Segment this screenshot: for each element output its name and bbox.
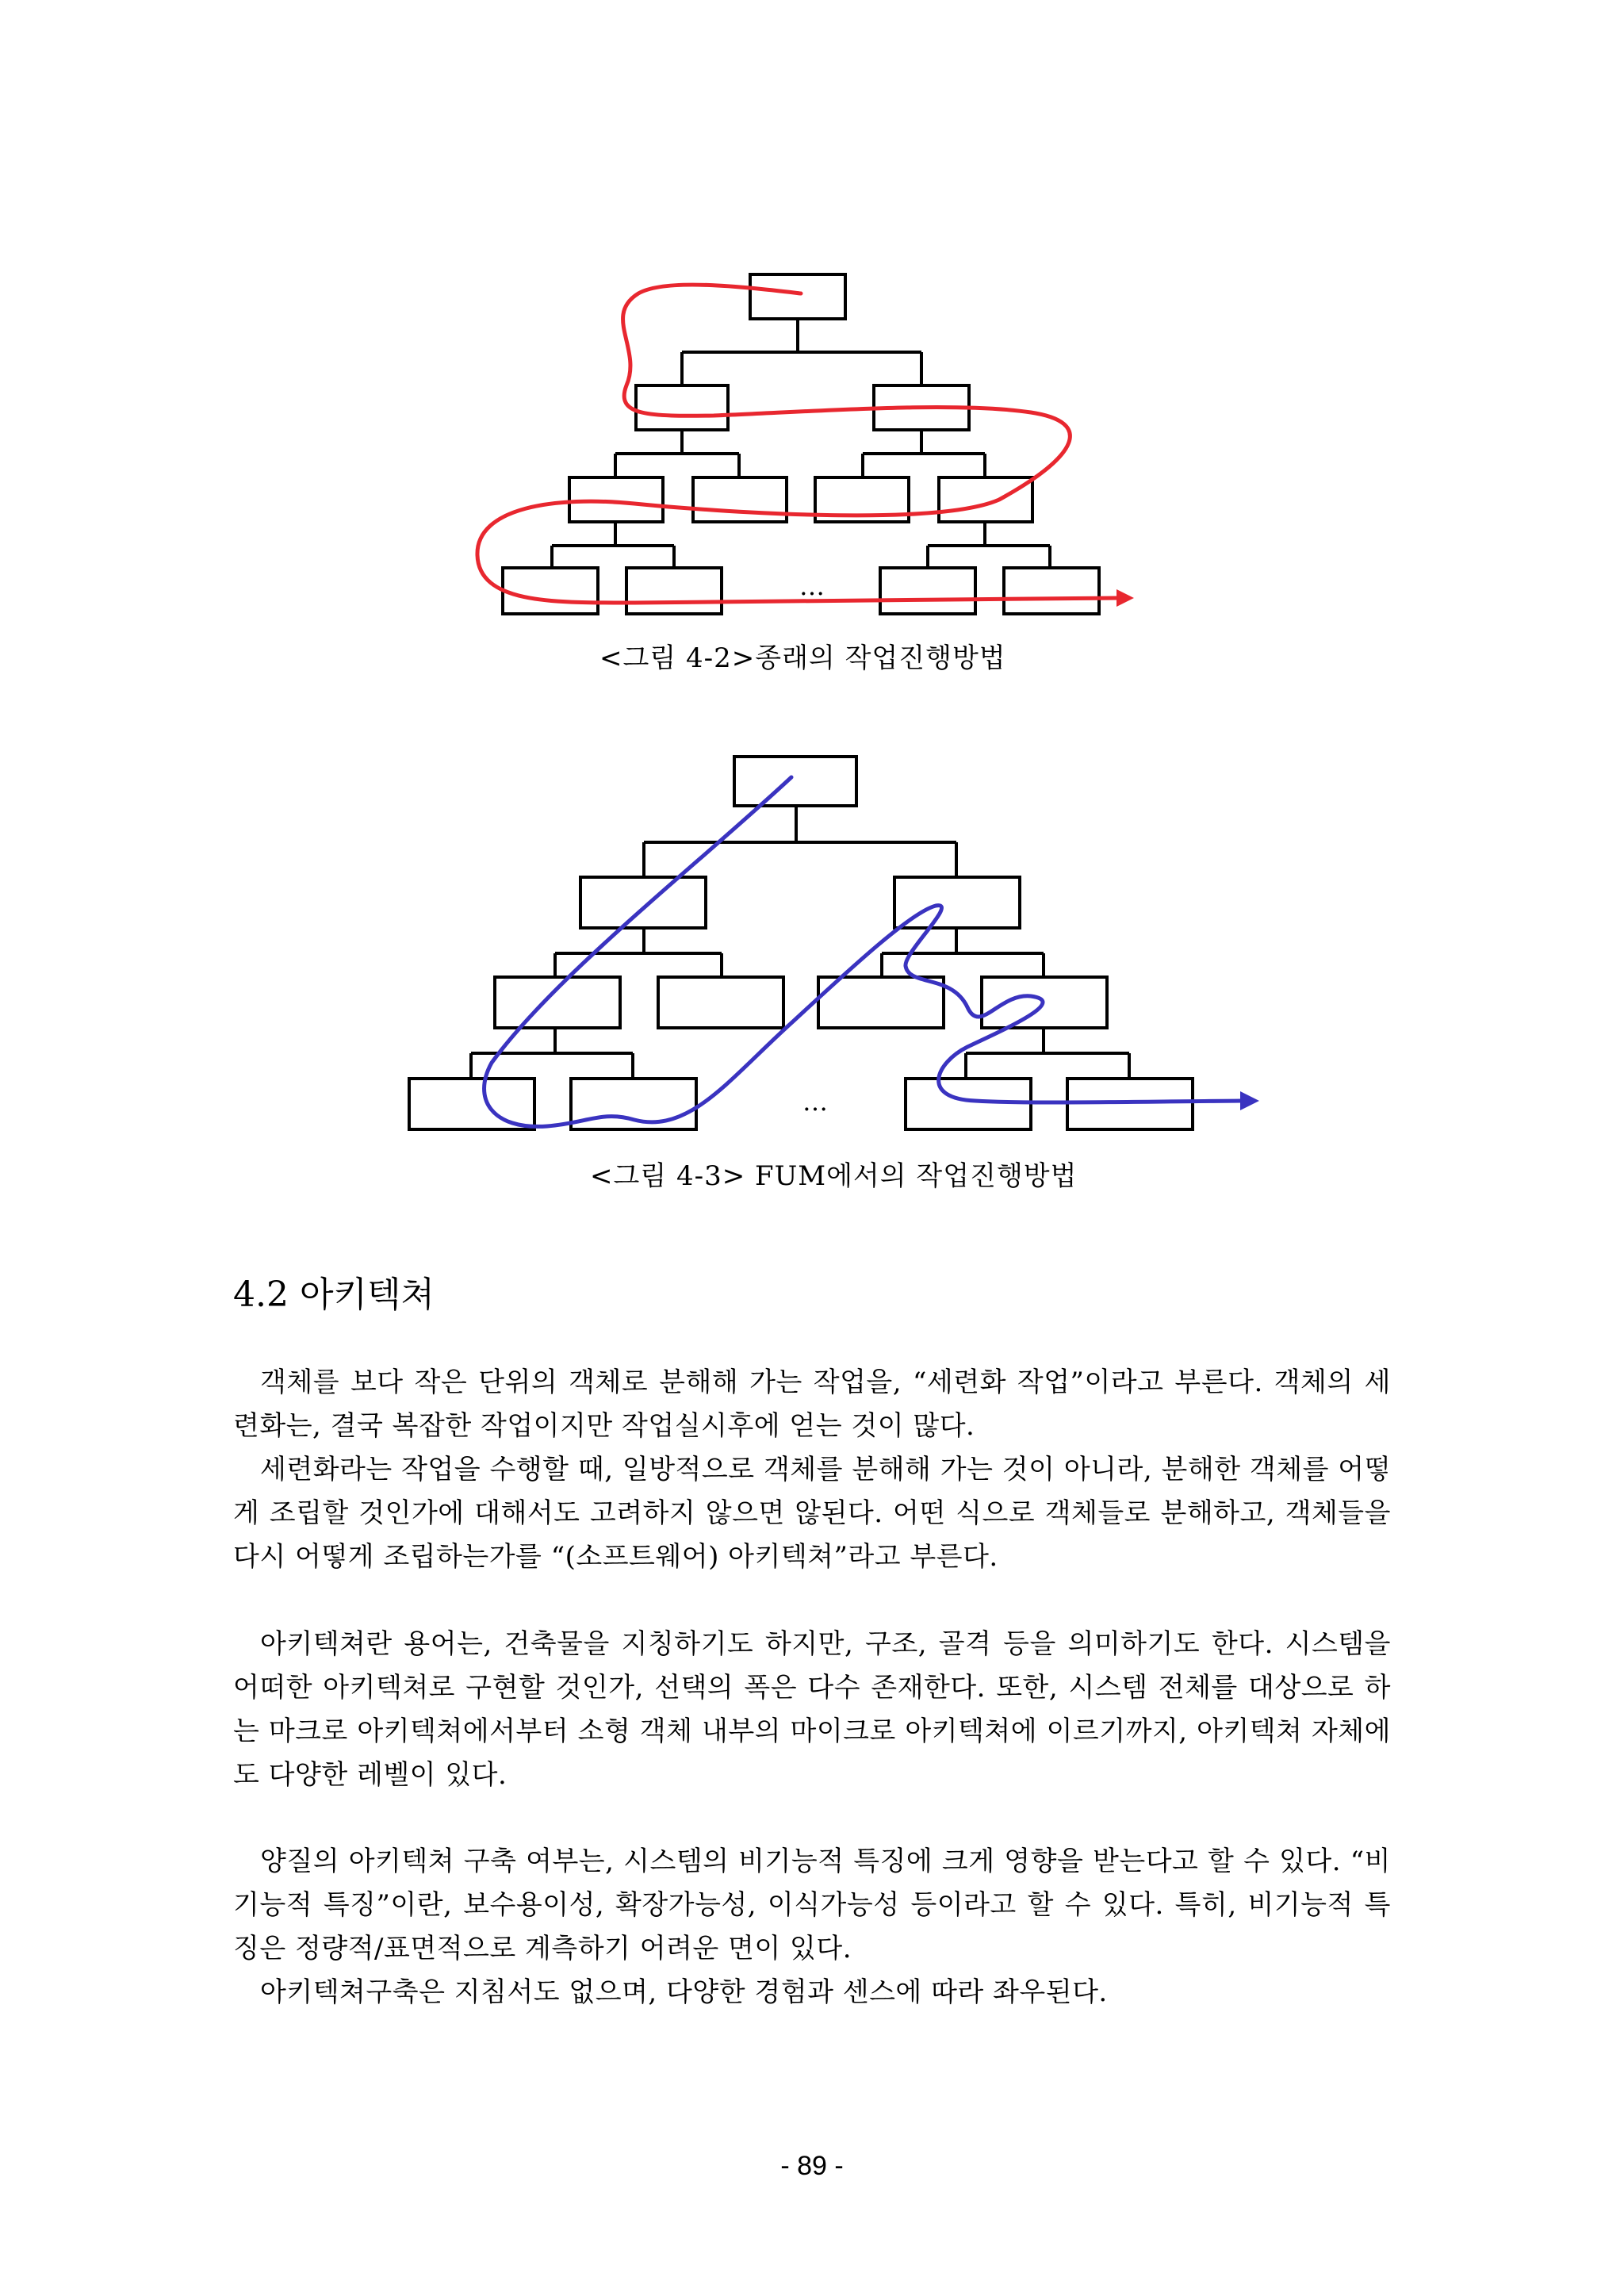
section-heading: 4.2 아키텍쳐 bbox=[233, 1274, 435, 1315]
figure-4-2-arrowhead bbox=[1116, 589, 1134, 607]
tree1-l3-box-4 bbox=[939, 477, 1032, 522]
figure-4-3-caption: <그림 4-3> FUM에서의 작업진행방법 bbox=[590, 1160, 1078, 1192]
figure-4-3-arrowhead bbox=[1240, 1091, 1259, 1110]
paragraph-text: 세련화라는 작업을 수행할 때, 일방적으로 객체를 분해해 가는 것이 아니라, 분해한 객체를 어떻게 조립할 것인가에 대해서도 고려하지 않으면 않된다. 어떤 식으로 객체들로 분해하고, 객체들을 다시 어떻게 조립하는가를 “(소프트웨어) 아키텍쳐”라고 부른다. bbox=[233, 1454, 1391, 1573]
tree2-l3-box-2 bbox=[658, 977, 783, 1028]
page-number: - 89 - bbox=[780, 2151, 844, 2181]
tree1-root-box bbox=[750, 274, 845, 319]
tree2-l3-box-3 bbox=[818, 977, 944, 1028]
tree1-l2-box-left bbox=[636, 385, 728, 430]
tree2-l3-box-1 bbox=[495, 977, 620, 1028]
paragraph bbox=[233, 1623, 1391, 1797]
paragraph bbox=[233, 1840, 1391, 1971]
tree2-root-box bbox=[734, 757, 856, 806]
tree1-l4-box-1 bbox=[503, 568, 598, 614]
paragraph-text: 아키텍쳐란 용어는, 건축물을 지칭하기도 하지만, 구조, 골격 등을 의미하기도 한다. 시스템을 어떠한 아키텍쳐로 구현할 것인가, 선택의 폭은 다수 존재한다. 또한, 시스템 전체를 대상으로 하는 마크로 아키텍쳐에서부터 소형 객체 내부의 마이크로 아키텍쳐에 이르기까지, 아키텍쳐 자체에도 다양한 레벨이 있다. bbox=[233, 1628, 1391, 1791]
tree1-l4-box-4 bbox=[1004, 568, 1099, 614]
tree2-l4-box-1 bbox=[409, 1079, 534, 1129]
tree2-l4-box-2 bbox=[571, 1079, 696, 1129]
tree2-l2-box-right bbox=[894, 877, 1020, 928]
figure-4-3-ellipsis: … bbox=[802, 1087, 829, 1117]
figure-4-2-ellipsis: … bbox=[799, 571, 826, 601]
tree1-l4-box-2 bbox=[626, 568, 722, 614]
tree1-l4-box-3 bbox=[880, 568, 975, 614]
tree2-l2-box-left bbox=[580, 877, 706, 928]
paragraph bbox=[233, 1448, 1391, 1579]
figure-4-2-caption: <그림 4-2>종래의 작업진행방법 bbox=[599, 642, 1006, 674]
paragraph-text: 아키텍쳐구축은 지침서도 없으며, 다양한 경험과 센스에 따라 좌우된다. bbox=[260, 1976, 1108, 2008]
paragraph bbox=[233, 1361, 1391, 1448]
paragraph-text: 양질의 아키텍쳐 구축 여부는, 시스템의 비기능적 특징에 크게 영향을 받는다고 할 수 있다. “비기능적 특징”이란, 보수용이성, 확장가능성, 이식가능성 등이라고 할 수 있다. 특히, 비기능적 특징은 정량적/표면적으로 계측하기 어려운 면이 있다. bbox=[233, 1846, 1391, 1964]
paragraph bbox=[233, 1971, 1391, 2014]
paragraph-text: 객체를 보다 작은 단위의 객체로 분해해 가는 작업을, “세련화 작업”이라고 부른다. 객체의 세련화는, 결국 복잡한 작업이지만 작업실시후에 얻는 것이 많다. bbox=[233, 1366, 1391, 1442]
figure-4-3-tree bbox=[409, 757, 1193, 1129]
figure-4-2-tree bbox=[503, 274, 1099, 614]
